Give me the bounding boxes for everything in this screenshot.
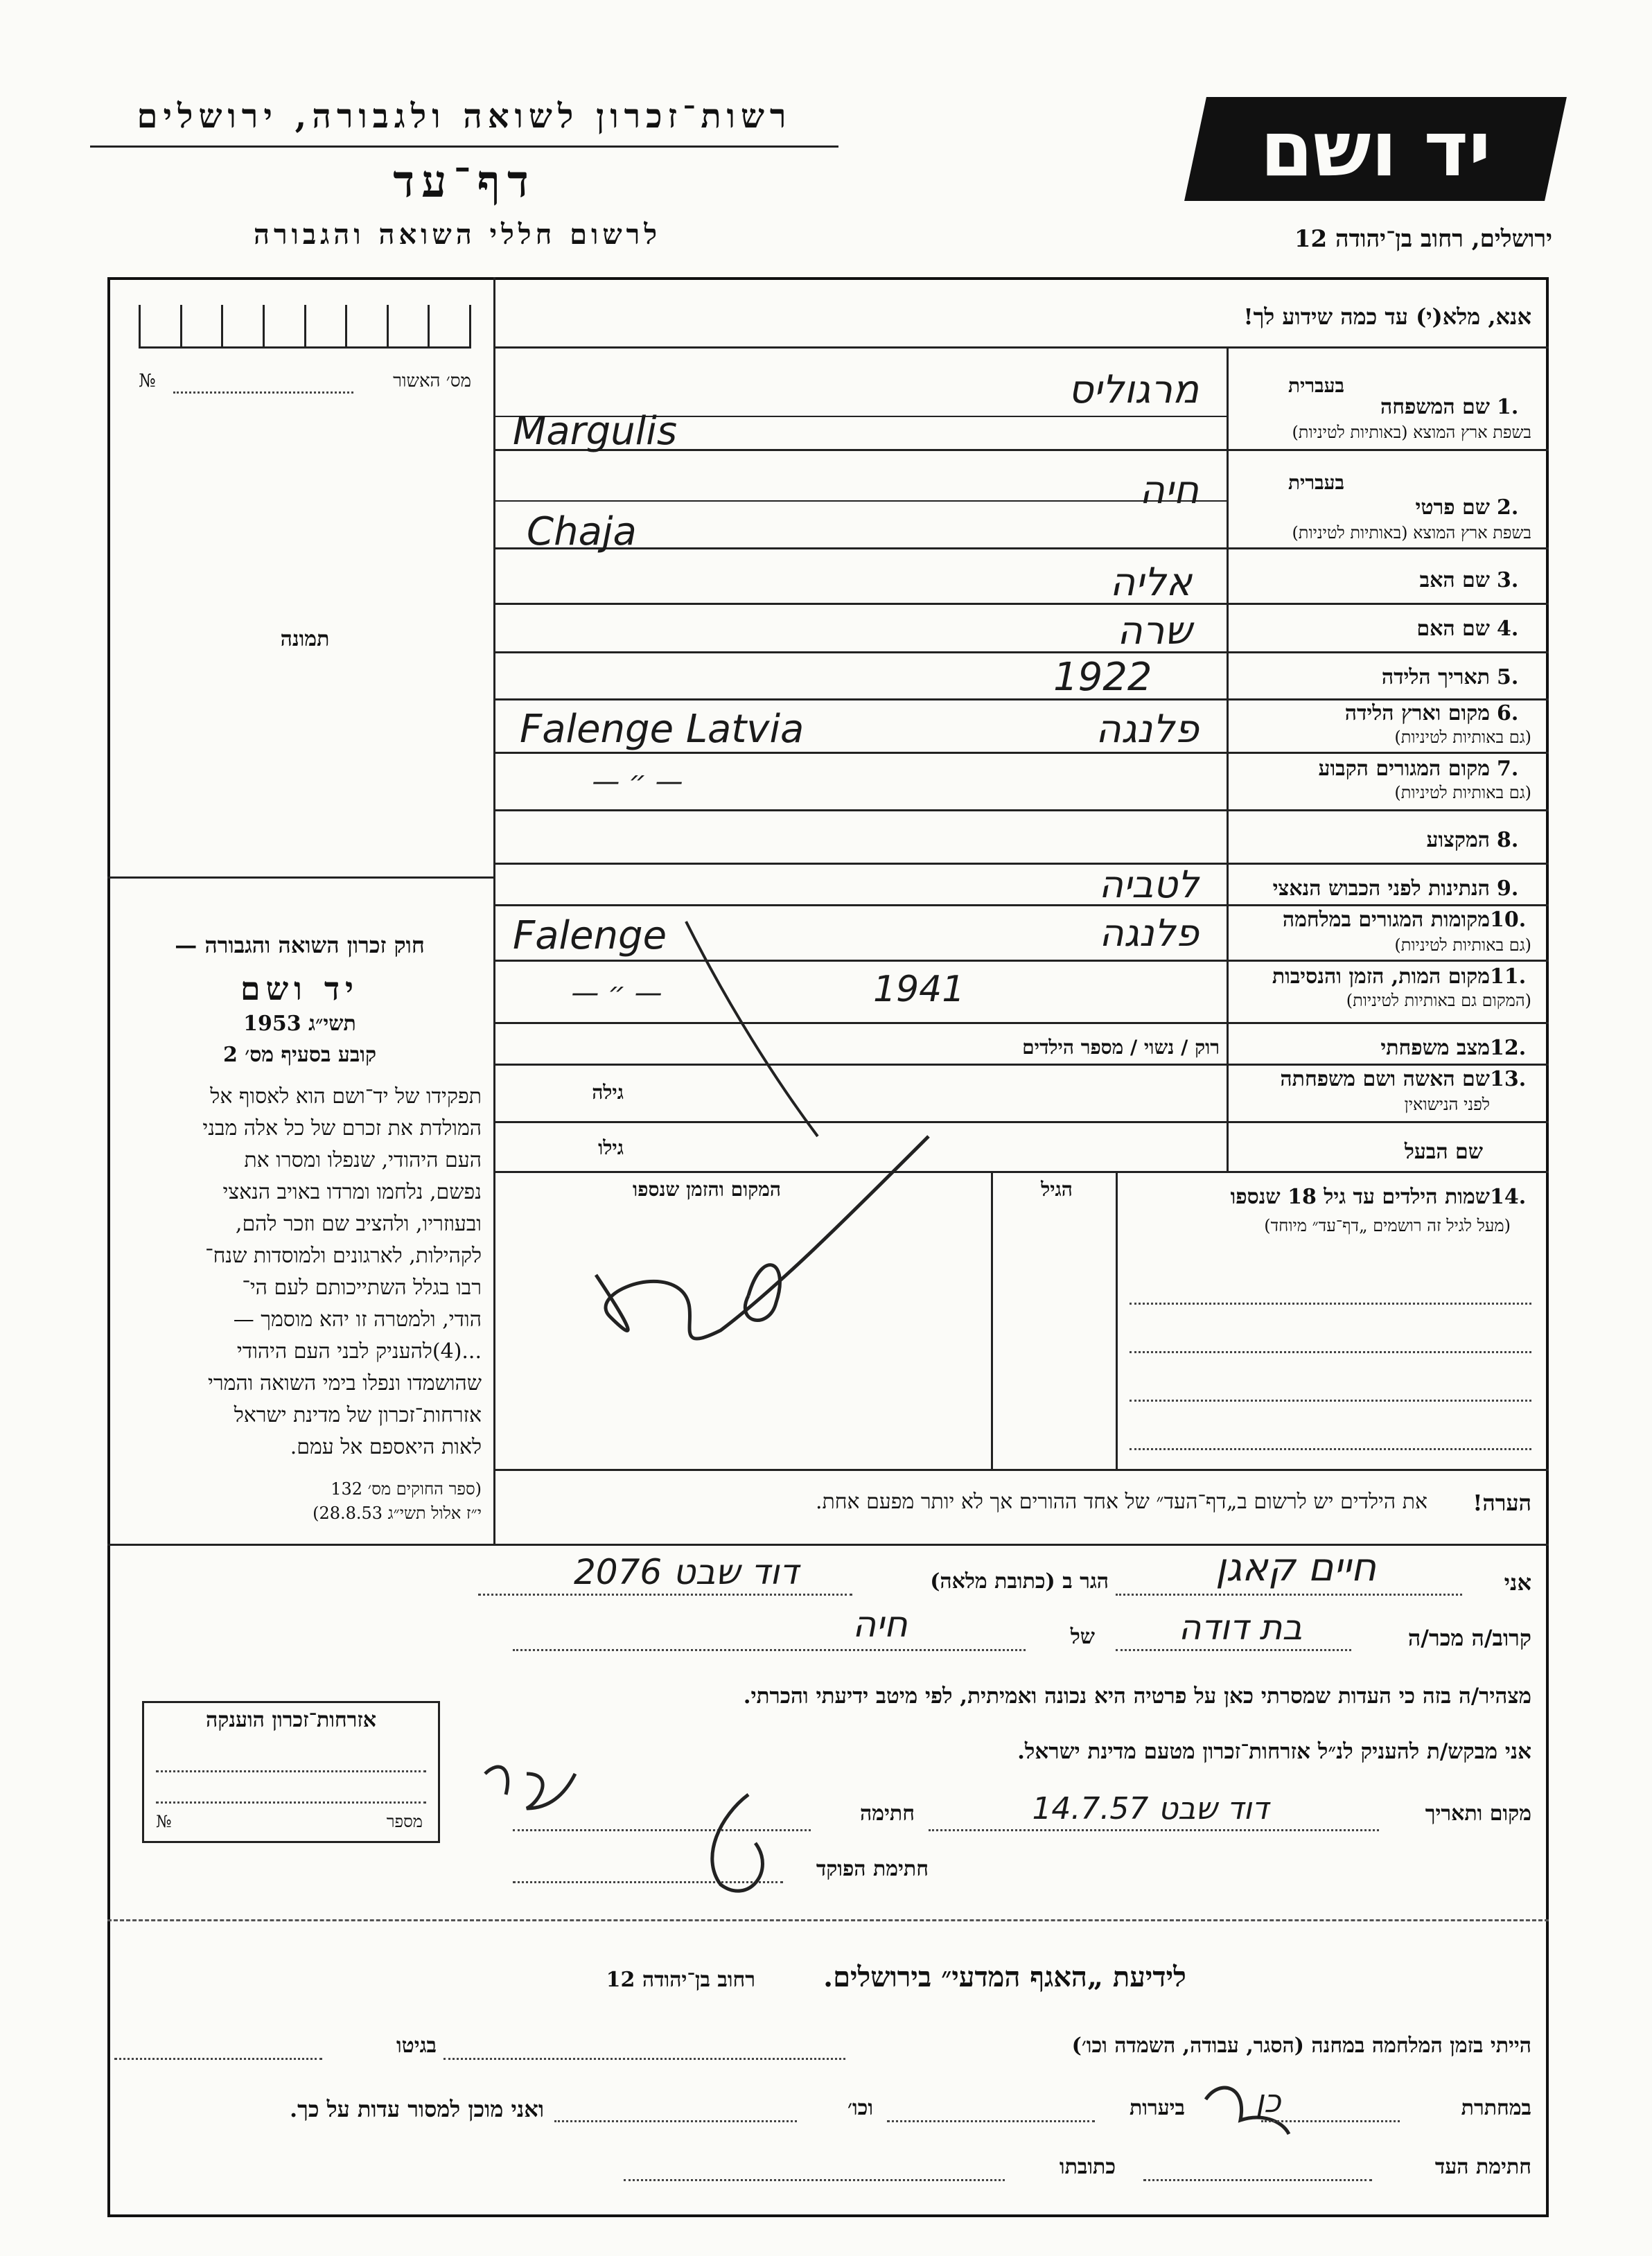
witness-signature-label: חתימת העד <box>1434 2155 1531 2179</box>
note-label: הערה! <box>1473 1490 1531 1516</box>
law-line: ובעוזריו, ולהציב שם וזכר להם, <box>235 1212 482 1236</box>
child-row[interactable] <box>1130 1400 1531 1402</box>
field-13-number: 13. <box>1490 1067 1527 1091</box>
footer-divider <box>107 1919 1549 1921</box>
witness-address-field[interactable] <box>624 2179 1005 2181</box>
husband-label: שם הבעל <box>1404 1140 1483 1164</box>
field-11-number: 11. <box>1490 964 1527 989</box>
intro-text: אנא, מלא(י) עד כמה שידוע לך! <box>1243 303 1531 330</box>
child-row[interactable] <box>1130 1448 1531 1450</box>
field-12-options[interactable]: רוק / נשוי / מספר הילדים <box>1022 1036 1220 1059</box>
field-10-number: 10. <box>1490 908 1527 932</box>
address-label: הגר ב (כתובת מלאה) <box>930 1569 1109 1594</box>
label-divider <box>1227 346 1229 1171</box>
logo-text: יד ושם <box>1260 105 1491 193</box>
field-3-label: שם האב <box>1419 568 1490 592</box>
field-2-number: 2. <box>1497 495 1519 520</box>
of-value[interactable]: חיה <box>852 1604 908 1646</box>
field-5-label: תאריך הלידה <box>1381 665 1490 689</box>
field-4-label: שם האם <box>1416 617 1490 641</box>
field-2-label: שם פרטי <box>1415 495 1490 520</box>
relative-label: קרוב/ה מכר/ה <box>1407 1625 1531 1651</box>
field-10-label: מקומות המגורים במלחמה <box>1282 908 1490 932</box>
field-8-number: 8. <box>1497 828 1519 852</box>
children-age-header: הגיל <box>1041 1178 1073 1201</box>
field-9-number: 9. <box>1497 876 1519 901</box>
children-table-bottom <box>493 1469 1549 1471</box>
field-6-sublabel: (גם באותיות לטיניות) <box>1394 728 1531 747</box>
field-7-label: מקום המגורים הקבוע <box>1318 757 1490 781</box>
field-13-line <box>493 1121 1549 1123</box>
field-14-label: שמות הילדים עד גיל 18 שנספו <box>1230 1185 1490 1209</box>
declaration-request: אני מבקש/ת להעניק לנ״ל אזרחות־זכרון מטעם מדינת ישראל. <box>1017 1739 1531 1764</box>
declarant-name-field[interactable] <box>1116 1594 1462 1596</box>
citizenship-line[interactable] <box>156 1770 426 1772</box>
approval-number-label: מס׳ האשור <box>393 371 471 391</box>
note-text: את הילדים יש לרשום ב„דף־העד״ של אחד ההורים אך לא יותר מפעם אחת. <box>815 1490 1427 1514</box>
field-3-number: 3. <box>1497 568 1519 592</box>
children-col-1 <box>1116 1171 1118 1469</box>
law-line: תפקידו של יד־ושם הוא לאסוף אל <box>210 1084 482 1109</box>
field-12-number: 12. <box>1490 1036 1527 1060</box>
children-place-header: המקום והזמן שנספו <box>633 1178 781 1201</box>
citizenship-title: אזרחות־זכרון הוענקה <box>205 1708 377 1732</box>
law-line: רבו בגלל השתייכותם לעם הי־ <box>242 1276 482 1300</box>
field-2-latin-value[interactable]: Chaja <box>527 509 637 554</box>
law-line: הודי, ולמטרה זו יהא מוסמך — <box>233 1307 482 1332</box>
law-title: חוק זכרון השואה והגבורה — <box>175 932 425 958</box>
field-1-hebrew-value[interactable]: מרגוליס <box>1068 367 1199 412</box>
field-6-hebrew-value[interactable]: פלנגה <box>1096 707 1199 752</box>
field-3-value[interactable]: אליה <box>1109 560 1192 605</box>
citizenship-number-label: מספר <box>386 1812 423 1831</box>
forest-label: ביערות <box>1129 2096 1185 2120</box>
of-label: של <box>1070 1625 1095 1649</box>
field-13-age-label: גילה <box>592 1081 624 1104</box>
field-11-line <box>493 1022 1549 1024</box>
field-1-number: 1. <box>1497 395 1519 419</box>
forest-value[interactable]: כן <box>1255 2082 1281 2120</box>
law-ref-2: י״ז אלול תשי״ג 28.8.53) <box>313 1504 482 1523</box>
field-10-latin-value[interactable]: Falenge <box>513 913 667 958</box>
field-11-sublabel: (המקום גם באותיות לטיניות) <box>1346 991 1531 1010</box>
field-2-hebrew-value[interactable]: חיה <box>1139 468 1199 513</box>
field-13-label: שם האשה ושם משפחתה <box>1280 1067 1490 1091</box>
field-11-value[interactable]: 1941 <box>873 969 965 1010</box>
place-date-label: מקום ותאריך <box>1425 1801 1531 1826</box>
officer-signature-field[interactable] <box>513 1881 783 1883</box>
law-line: לאות היאספם אל עמם. <box>290 1435 482 1459</box>
forest-field[interactable] <box>887 2120 1095 2122</box>
field-7-sublabel: (גם באותיות לטיניות) <box>1394 783 1531 802</box>
field-12-label: מצב משפחתי <box>1380 1036 1490 1060</box>
column-divider <box>493 277 495 1545</box>
field-12-line <box>493 1064 1549 1066</box>
approval-no-sign: № <box>139 371 156 391</box>
signature-field[interactable] <box>513 1829 811 1831</box>
footer-address: רחוב בן־יהודה 12 <box>606 1968 755 1992</box>
field-14-sublabel: (מעל לגיל זה רושמים „דף־עד״ מיוחד) <box>1264 1216 1511 1235</box>
children-col-2 <box>991 1171 993 1469</box>
law-line: אזרחות־זכרון של מדינת ישראל <box>234 1403 482 1427</box>
law-ref-1: (ספר החוקים מס׳ 132 <box>331 1479 482 1499</box>
officer-signature-label: חתימת הפוקד <box>816 1857 929 1881</box>
place-date-field[interactable] <box>929 1829 1379 1831</box>
authority-name: רשות־זכרון לשואה ולגבורה, ירושלים <box>137 97 792 136</box>
etc-label: וכו׳ <box>847 2096 873 2120</box>
witness-signature-field[interactable] <box>1143 2179 1372 2181</box>
husband-line <box>493 1171 1549 1173</box>
law-name: יד ושם <box>240 970 360 1007</box>
field-2-sublabel: בשפת ארץ המוצא (באותיות לטיניות) <box>1292 523 1531 543</box>
field-9-line <box>493 904 1549 906</box>
camp-label: הייתי בזמן המלחמה במחנה (הסגר, עבודה, השמדה וכו׳) <box>1071 2034 1531 2058</box>
field-9-label: הנתינות לפני הכבוש הנאצי <box>1272 876 1490 901</box>
field-8-label: המקצוע <box>1426 828 1490 852</box>
law-line: נפשם, נלחמו ומרדו באויב הנאצי <box>222 1180 482 1204</box>
of-field[interactable] <box>513 1649 1026 1651</box>
field-7-line <box>493 809 1549 811</box>
address-value[interactable]: דוד שבט 2076 <box>573 1552 798 1592</box>
law-line: המולדת את זכרם של כל אלה מבני <box>202 1116 482 1140</box>
field-6-label: מקום וארץ הלידה <box>1344 701 1490 725</box>
citizenship-line[interactable] <box>156 1801 426 1804</box>
field-1-hebrew-tag: בעברית <box>1288 374 1344 397</box>
law-line: שהושמדו ונפלו בימי השואה והמרי <box>207 1371 482 1395</box>
law-text <box>118 1081 482 1463</box>
approval-number-field[interactable] <box>173 391 353 394</box>
field-6-latin-value[interactable]: Falenge Latvia <box>520 707 805 752</box>
field-10-line <box>493 960 1549 962</box>
field-11-value-2[interactable]: — ״ — <box>571 977 662 1009</box>
field-1-label: שם המשפחה <box>1380 395 1490 419</box>
footer-title: לידיעת „האגף המדעי״ בירושלים. <box>823 1961 1186 1993</box>
underground-field[interactable] <box>1261 2120 1400 2122</box>
etc-field[interactable] <box>554 2120 797 2122</box>
law-section: קובע בסעיף מס׳ 2 <box>222 1043 377 1067</box>
address-field[interactable] <box>478 1594 852 1596</box>
ghetto-field[interactable] <box>114 2058 322 2060</box>
field-4-number: 4. <box>1497 617 1519 641</box>
child-row[interactable] <box>1130 1351 1531 1353</box>
field-5-line <box>493 698 1549 700</box>
law-line: העם היהודי, שנפלו ומסרו את <box>244 1148 482 1172</box>
citizenship-no-sign: № <box>156 1812 172 1831</box>
field-8-line <box>493 863 1549 865</box>
form-title: דף־עד <box>393 156 536 208</box>
form-subtitle: לרשום חללי השואה והגבורה <box>253 218 662 251</box>
photo-label: תמונה <box>280 627 330 651</box>
witness-address-label: כתובתו <box>1059 2155 1116 2179</box>
relative-field[interactable] <box>1116 1649 1351 1651</box>
field-14-number: 14. <box>1490 1185 1527 1209</box>
field-10-sublabel: (גם באותיות לטיניות) <box>1394 935 1531 955</box>
field-9-value[interactable]: לטביה <box>1098 863 1199 906</box>
husband-age-label: גילו <box>598 1136 624 1159</box>
declarant-name-value[interactable]: חיים קאגן <box>1215 1545 1377 1590</box>
law-line: ...(4)להעניק לבני העם היהודי <box>236 1339 482 1364</box>
law-line: לקהילות, לארגונים ולמוסדות שנח־ <box>205 1244 482 1268</box>
child-row[interactable] <box>1130 1303 1531 1305</box>
law-year: תשי״ג 1953 <box>243 1012 356 1036</box>
ghetto-label: בגיטו <box>396 2034 437 2058</box>
intro-divider <box>493 346 1549 349</box>
field-5-value[interactable]: 1922 <box>1053 655 1152 700</box>
field-6-number: 6. <box>1497 701 1519 725</box>
field-11-label: מקום המות, הזמן והנסיבות <box>1272 964 1490 989</box>
camp-field[interactable] <box>443 2058 845 2060</box>
field-7-number: 7. <box>1497 757 1519 781</box>
field-4-value[interactable]: שרה <box>1117 608 1192 653</box>
testimony-statement: ואני מוכן למסור עדות על כך. <box>289 2096 544 2122</box>
declaration-statement: מצהיר/ה בזה כי העדות שמסרתי כאן על פרטיה היא נכונה ואמיתית, לפי מיטב ידיעתי והכרתי. <box>743 1684 1531 1709</box>
field-7-value[interactable]: — ״ — <box>592 766 683 797</box>
place-date-value[interactable]: דוד שבט 14.7.57 <box>1032 1791 1269 1826</box>
field-1-sublabel: בשפת ארץ המוצא (באותיות לטיניות) <box>1292 423 1531 442</box>
field-13-sublabel: לפני הנישואין <box>1404 1095 1490 1114</box>
field-5-number: 5. <box>1497 665 1519 689</box>
field-1-latin-value[interactable]: Margulis <box>513 409 677 454</box>
approval-tick-boxes <box>139 305 471 349</box>
authority-underline <box>90 146 838 148</box>
field-10-hebrew-value[interactable]: פלנגה <box>1099 911 1199 955</box>
field-2-hebrew-tag: בעברית <box>1288 471 1344 494</box>
signature-label: חתימה <box>860 1801 915 1826</box>
declarant-label: אני <box>1504 1569 1531 1596</box>
header-address: ירושלים, רחוב בן־יהודה 12 <box>1294 225 1552 253</box>
photo-area-bottom <box>107 876 493 879</box>
field-6-line <box>493 752 1549 754</box>
relative-value[interactable]: בת דודה <box>1178 1607 1303 1648</box>
underground-label: במחתרת <box>1461 2096 1531 2120</box>
yad-vashem-logo <box>1184 97 1567 201</box>
